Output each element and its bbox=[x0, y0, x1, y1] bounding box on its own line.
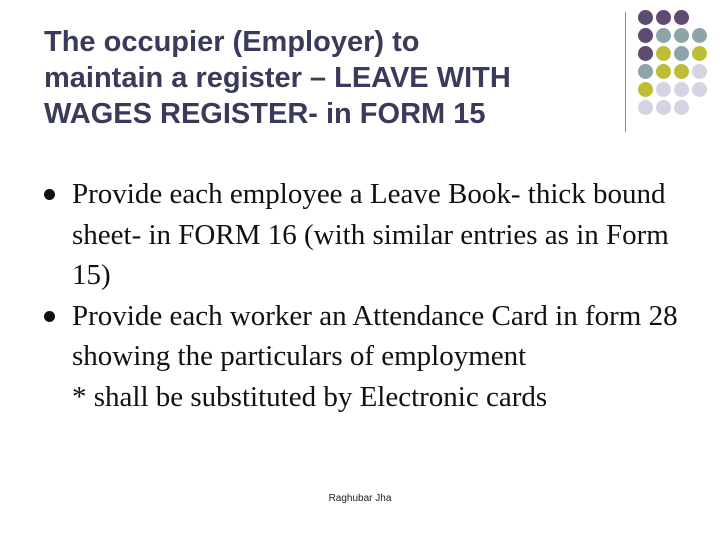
decorative-dot bbox=[692, 82, 707, 97]
decorative-dot bbox=[638, 82, 653, 97]
title-line-3: WAGES REGISTER- in FORM 15 bbox=[44, 98, 486, 130]
decorative-dot bbox=[656, 10, 671, 25]
decorative-dot bbox=[674, 46, 689, 61]
decorative-dot bbox=[674, 100, 689, 115]
decorative-dot bbox=[656, 46, 671, 61]
footer-author: Raghubar Jha bbox=[328, 493, 392, 504]
decorative-dot bbox=[692, 28, 707, 43]
bullet-note: * shall be substituted by Electronic cards bbox=[72, 380, 548, 413]
decorative-dot bbox=[692, 64, 707, 79]
decorative-dot bbox=[674, 82, 689, 97]
title-line-1: The occupier (Employer) to bbox=[44, 26, 420, 58]
decorative-dot bbox=[692, 46, 707, 61]
decorative-dot bbox=[674, 10, 689, 25]
decorative-dot bbox=[638, 100, 653, 115]
decorative-dot bbox=[674, 64, 689, 79]
title-line-2: maintain a register – LEAVE WITH bbox=[44, 62, 511, 94]
decorative-dot bbox=[638, 64, 653, 79]
bullet-item-leave-book bbox=[44, 174, 694, 296]
decorative-dot bbox=[638, 46, 653, 61]
decorative-dot bbox=[656, 28, 671, 43]
bullet-dot-icon bbox=[44, 189, 55, 200]
decorative-dot bbox=[656, 100, 671, 115]
bullet-text: Provide each employee a Leave Book- thick bound sheet- in FORM 16 (with similar entries as in Form 15) bbox=[72, 178, 669, 291]
decorative-dot bbox=[638, 28, 653, 43]
slide-title bbox=[44, 24, 614, 132]
decorative-dot bbox=[674, 28, 689, 43]
bullet-text: Provide each worker an Attendance Card in form 28 showing the particulars of employment bbox=[72, 299, 678, 372]
decorative-dot bbox=[638, 10, 653, 25]
bullet-list bbox=[44, 174, 694, 417]
decorative-dot bbox=[656, 82, 671, 97]
decorative-dot bbox=[656, 64, 671, 79]
decorative-dot-grid bbox=[638, 10, 720, 120]
bullet-dot-icon bbox=[44, 311, 55, 322]
vertical-divider bbox=[625, 12, 626, 132]
bullet-item-attendance-card bbox=[44, 296, 694, 418]
